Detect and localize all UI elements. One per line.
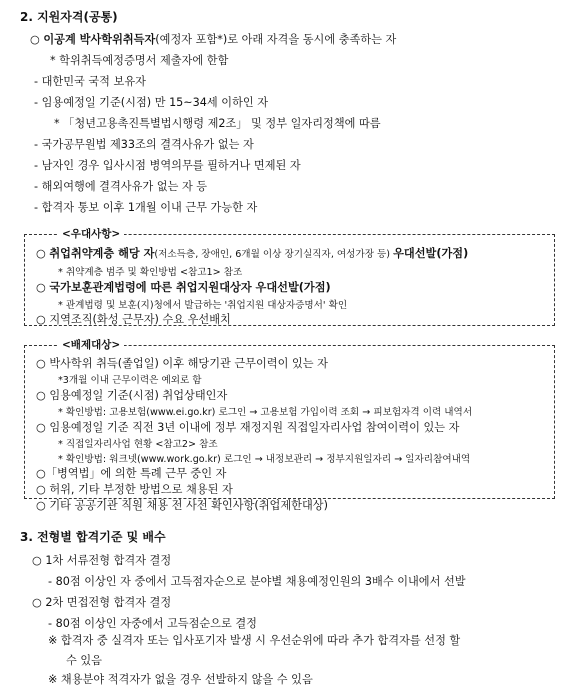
excl-item-9: ○ 기타 공공기관 직원 채용 전 사전 확인사항(취업제한대상) [36, 499, 328, 512]
preference-box-title: <우대사항> [58, 227, 124, 241]
section3-item-0: ○ 1차 서류전형 합격자 결정 [32, 554, 172, 567]
section2-item-3: - 임용예정일 기준(시점) 만 15~34세 이하인 자 [34, 96, 269, 109]
excl-item-6: * 확인방법: 워크넷(www.work.go.kr) 로그인 → 내정보관리 → 정부지원일자리 → 일자리참여내역 [58, 454, 471, 465]
section2-item-1: * 학위취득예정증명서 제출자에 한함 [50, 54, 229, 67]
excl-item-4: ○ 임용예정일 기준 직전 3년 이내에 정부 재정지원 직접일자리사업 참여이력이 있는 자 [36, 421, 460, 434]
section3-item-2: ○ 2차 면접전형 합격자 결정 [32, 596, 172, 609]
item-text: (저소득층, 장애인, 6개월 이상 장기실직자, 여성가장 등) [154, 249, 394, 260]
pref-item-1: * 취약계층 범주 및 확인방법 <참고1> 참조 [58, 267, 243, 278]
pref-item-3: * 관계법령 및 보훈(지)청에서 발급하는 '취업지원 대상자증명서' 확인 [58, 300, 348, 311]
section3-heading: 3. 전형별 합격기준 및 배수 [20, 530, 166, 544]
section2-item-0 [30, 33, 396, 47]
section3-item-1: - 80점 이상인 자 중에서 고득점자순으로 분야별 채용예정인원의 3배수 이내에서 선발 [48, 575, 466, 588]
exclusion-box-title: <배제대상> [58, 338, 124, 352]
section3-item-6: ※ 채용분야 적격자가 없을 경우 선발하지 않을 수 있음 [48, 673, 313, 686]
item-bold: 이공계 박사학위취득자 [43, 33, 156, 46]
pref-item-0 [36, 247, 468, 262]
item-bold-2: 우대선발(가점) [393, 247, 469, 260]
pref-item-4: ○ 지역조직(화성 근무자) 수요 우선배치 [36, 313, 231, 326]
excl-item-2: ○ 임용예정일 기준(시점) 취업상태인자 [36, 389, 228, 402]
excl-item-3: * 확인방법: 고용보험(www.ei.go.kr) 로그인 → 고용보험 가입이력 조회 → 피보험자격 이력 내역서 [58, 407, 473, 418]
excl-item-7: ○「병역법」에 의한 특례 근무 중인 자 [36, 467, 227, 480]
section3-item-3: - 80점 이상인 자중에서 고득점순으로 결정 [48, 617, 257, 630]
excl-item-5: * 직접일자리사업 현황 <참고2> 참조 [58, 439, 218, 450]
excl-item-8: ○ 허위, 기타 부정한 방법으로 채용된 자 [36, 483, 233, 496]
section2-item-6: - 남자인 경우 입사시점 병역의무를 필하거나 면제된 자 [34, 159, 301, 172]
section2-heading: 2. 지원자격(공통) [20, 10, 118, 24]
item-bold: 취업취약계층 해당 자 [49, 247, 155, 260]
section3-item-5: 수 있음 [66, 654, 102, 667]
section2-item-5: - 국가공무원법 제33조의 결격사유가 없는 자 [34, 138, 254, 151]
excl-item-0: ○ 박사학위 취득(졸업일) 이후 해당기관 근무이력이 있는 자 [36, 357, 328, 370]
section2-item-8: - 합격자 통보 이후 1개월 이내 근무 가능한 자 [34, 201, 258, 214]
item-text: (예정자 포함*)로 아래 자격을 동시에 충족하는 자 [155, 33, 397, 46]
section3-item-4: ※ 합격자 중 실격자 또는 입사포기자 발생 시 우선순위에 따라 추가 합격자를 선정 할 [48, 634, 461, 647]
bullet: ○ [36, 247, 50, 260]
bullet: ○ [36, 281, 50, 294]
section2-item-7: - 해외여행에 결격사유가 없는 자 등 [34, 180, 208, 193]
section2-item-4: * 「청년고용촉진특별법시행령 제2조」 및 정부 일자리정책에 따름 [54, 117, 381, 130]
section2-item-2: - 대한민국 국적 보유자 [34, 75, 146, 88]
excl-item-1: *3개월 이내 근무이력은 예외로 함 [58, 375, 202, 386]
item-bold: 국가보훈관계법령에 따른 취업지원대상자 우대선발(가점) [49, 281, 331, 294]
pref-item-2 [36, 281, 331, 295]
bullet: ○ [30, 33, 44, 46]
